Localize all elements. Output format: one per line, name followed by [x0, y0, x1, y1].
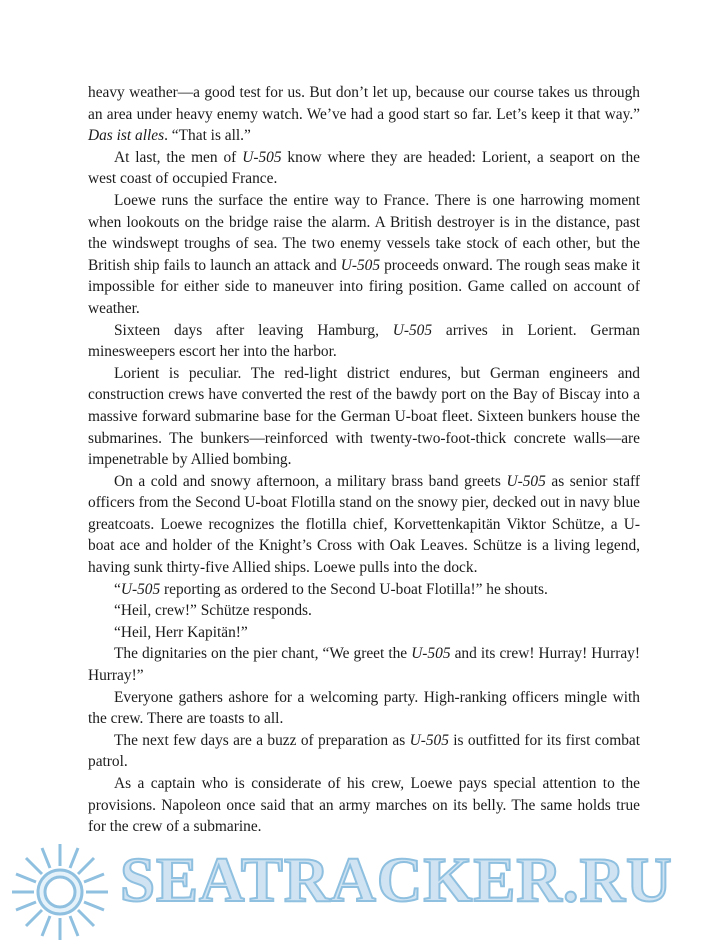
- italic-run: U-505: [409, 731, 449, 749]
- italic-run: U-505: [392, 321, 433, 339]
- italic-run: U-505: [340, 256, 381, 274]
- italic-run: U-505: [506, 472, 546, 490]
- paragraph: The dignitaries on the pier chant, “We greet the U-505 and its crew! Hurray! Hurray! Hurray!”: [88, 645, 640, 685]
- paragraph: Sixteen days after leaving Hamburg, U-505 arrives in Lorient. German minesweepers escort her into the harbor.: [88, 321, 640, 361]
- paragraph: As a captain who is considerate of his crew, Loewe pays special attention to the provisions. Napoleon once said that an army marches on its belly. The same holds true for the crew of a submarine.: [88, 775, 640, 836]
- italic-run: U-505: [411, 645, 451, 663]
- sunburst-icon: [8, 840, 112, 944]
- body-text: [88, 82, 640, 838]
- paragraph: Loewe runs the surface the entire way to France. There is one harrowing moment when lookouts on the bridge raise the alarm. A British destroyer is in the distance, past the windswept troughs of sea. The two enemy vessels take stock of each other, but the British ship fails to launch an attack and U-505 proceeds onward. The rough seas make it impossible for either side to maneuver into firing position. Game called on account of weather.: [88, 191, 640, 317]
- italic-run: U-505: [242, 148, 282, 166]
- paragraph: Everyone gathers ashore for a welcoming party. High-ranking officers mingle with the crew. There are toasts to all.: [88, 688, 640, 728]
- paragraph: The next few days are a buzz of preparation as U-505 is outfitted for its first combat patrol.: [88, 731, 641, 771]
- paragraph: Lorient is peculiar. The red-light district endures, but German engineers and construction crews have converted the rest of the bawdy port on the Bay of Biscay into a massive forward submarine base for the German U-boat fleet. Sixteen bunkers house the submarines. The bunkers—reinforced with twenty-two-foot-thick concrete walls—are impenetrable by Allied bombing.: [88, 364, 640, 469]
- paragraph: At last, the men of U-505 know where they are headed: Lorient, a seaport on the west coast of occupied France.: [88, 148, 640, 188]
- watermark: [0, 836, 728, 946]
- paragraph: “Heil, Herr Kapitän!”: [114, 623, 248, 641]
- paragraph: heavy weather—a good test for us. But don’t let up, because our course takes us through an area under heavy enemy watch. We’ve had a good start so far. Let’s keep it that way.” Das ist alles. “That is all.”: [88, 84, 640, 145]
- paragraph: “U-505 reporting as ordered to the Second U-boat Flotilla!” he shouts.: [114, 580, 548, 598]
- paragraph: “Heil, crew!” Schütze responds.: [114, 602, 312, 620]
- watermark-text: SEATRACKER.RU: [120, 845, 673, 915]
- italic-run: Das ist alles: [88, 127, 165, 145]
- paragraph: On a cold and snowy afternoon, a military brass band greets U-505 as senior staff officers from the Second U-boat Flotilla stand on the snowy pier, decked out in navy blue greatcoats. Loewe recognizes the flotilla chief, Korvettenkapitän Viktor Schütze, a U-boat ace and holder of the Knight’s Cross with Oak Leaves. Schütze is a living legend, having sunk thirty-five Allied ships. Loewe pulls into the dock.: [88, 472, 641, 577]
- italic-run: U-505: [120, 580, 161, 598]
